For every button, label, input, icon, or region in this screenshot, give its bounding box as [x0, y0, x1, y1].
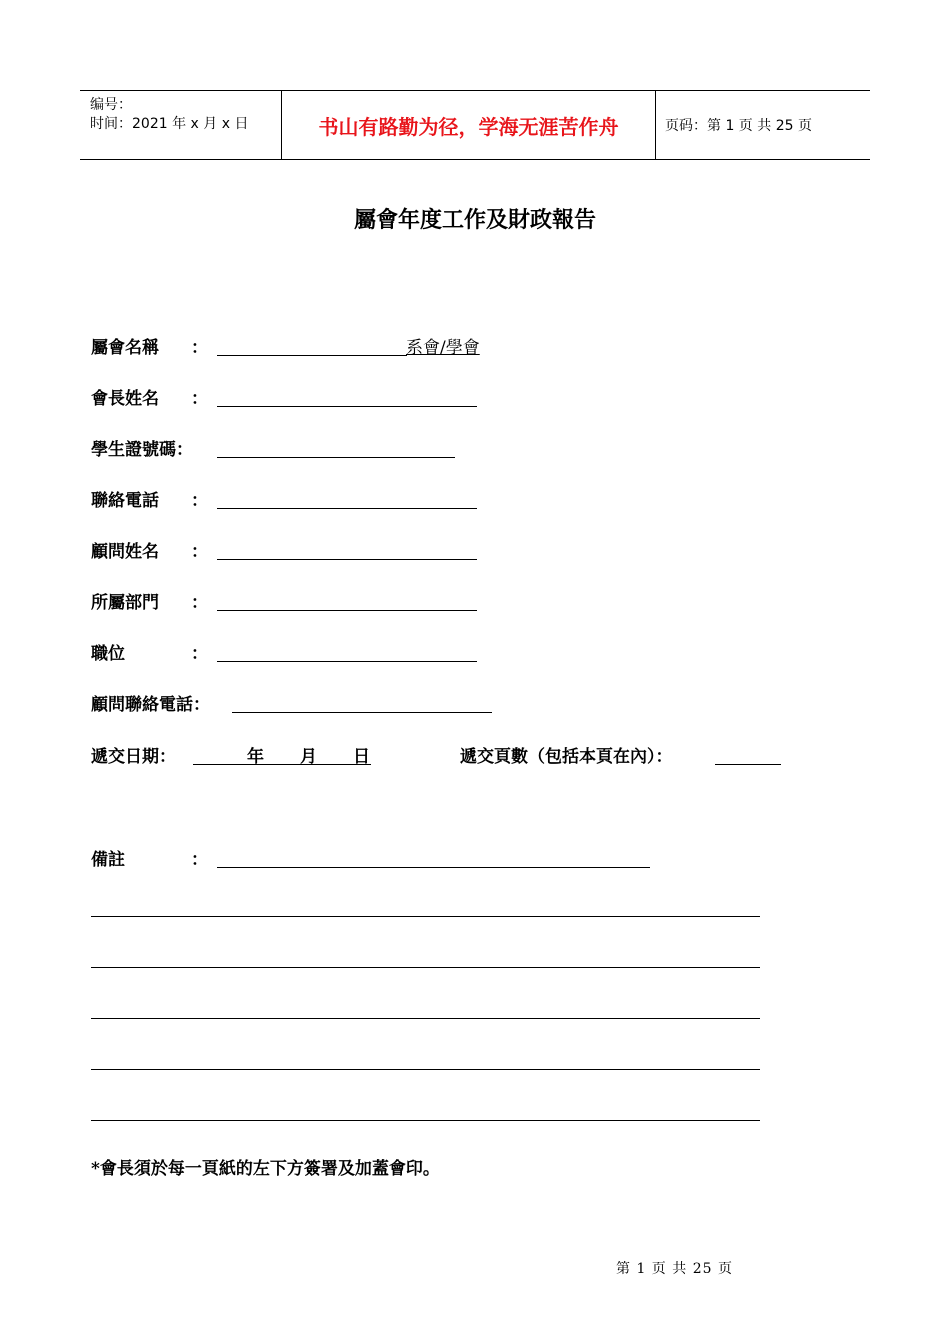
- president-name-label: 會長姓名: [91, 389, 159, 409]
- student-id-row: [91, 435, 491, 461]
- position-label: 職位: [91, 644, 125, 664]
- remarks-line[interactable]: [91, 1120, 760, 1121]
- page-title: 屬會年度工作及財政報告: [353, 207, 596, 233]
- colon: ：: [191, 389, 208, 409]
- submit-row: [91, 742, 791, 768]
- motto: 书山有路勤为径，学海无涯苦作舟: [282, 91, 656, 159]
- remarks-line[interactable]: [91, 1069, 760, 1070]
- colon: ：: [191, 593, 208, 613]
- student-id-label: 學生證號碼：: [91, 440, 193, 460]
- submit-date-label: 遞交日期：: [91, 747, 176, 767]
- contact-phone-field[interactable]: [217, 508, 477, 509]
- colon: ：: [191, 850, 208, 870]
- remarks-field[interactable]: [217, 867, 650, 868]
- colon: ：: [191, 644, 208, 664]
- page-count-label: 遞交頁數（包括本頁在內）：: [460, 747, 673, 767]
- number-label: 编号：: [90, 97, 132, 113]
- year-label: 年: [247, 747, 264, 767]
- advisor-phone-field[interactable]: [232, 712, 492, 713]
- remarks-line[interactable]: [91, 1018, 760, 1019]
- president-name-field[interactable]: [217, 406, 477, 407]
- advisor-name-row: [91, 537, 491, 563]
- remarks-row: [91, 845, 661, 871]
- contact-phone-label: 聯絡電話: [91, 491, 159, 511]
- president-name-row: [91, 384, 491, 410]
- colon: ：: [191, 338, 208, 358]
- department-row: [91, 588, 491, 614]
- remarks-line[interactable]: [91, 967, 760, 968]
- submit-date-field[interactable]: [193, 764, 371, 765]
- page-count-field[interactable]: [715, 764, 781, 765]
- society-name-suffix: 系會/學會: [406, 338, 480, 358]
- page-footer: 第 1 页 共 25 页: [616, 1261, 733, 1277]
- document-header: [80, 90, 870, 160]
- position-row: [91, 639, 491, 665]
- month-label: 月: [300, 747, 317, 767]
- advisor-phone-label: 顧問聯絡電話：: [91, 695, 210, 715]
- header-info-cell: [80, 91, 282, 159]
- colon: ：: [191, 491, 208, 511]
- student-id-field[interactable]: [217, 457, 455, 458]
- society-name-field[interactable]: [217, 355, 407, 356]
- signature-note: *會長須於每一頁紙的左下方簽署及加蓋會印。: [91, 1159, 440, 1179]
- remarks-line[interactable]: [91, 916, 760, 917]
- department-field[interactable]: [217, 610, 477, 611]
- page-info: 页码：第 1 页 共 25 页: [665, 118, 812, 134]
- remarks-label: 備註: [91, 850, 125, 870]
- time-label: 时间：2021 年 x 月 x 日: [90, 116, 249, 132]
- society-name-label: 屬會名稱: [91, 338, 159, 358]
- colon: ：: [191, 542, 208, 562]
- advisor-phone-row: [91, 690, 501, 716]
- day-label: 日: [353, 747, 370, 767]
- advisor-name-field[interactable]: [217, 559, 477, 560]
- position-field[interactable]: [217, 661, 477, 662]
- contact-phone-row: [91, 486, 491, 512]
- department-label: 所屬部門: [91, 593, 159, 613]
- society-name-row: [91, 333, 511, 359]
- advisor-name-label: 顧問姓名: [91, 542, 159, 562]
